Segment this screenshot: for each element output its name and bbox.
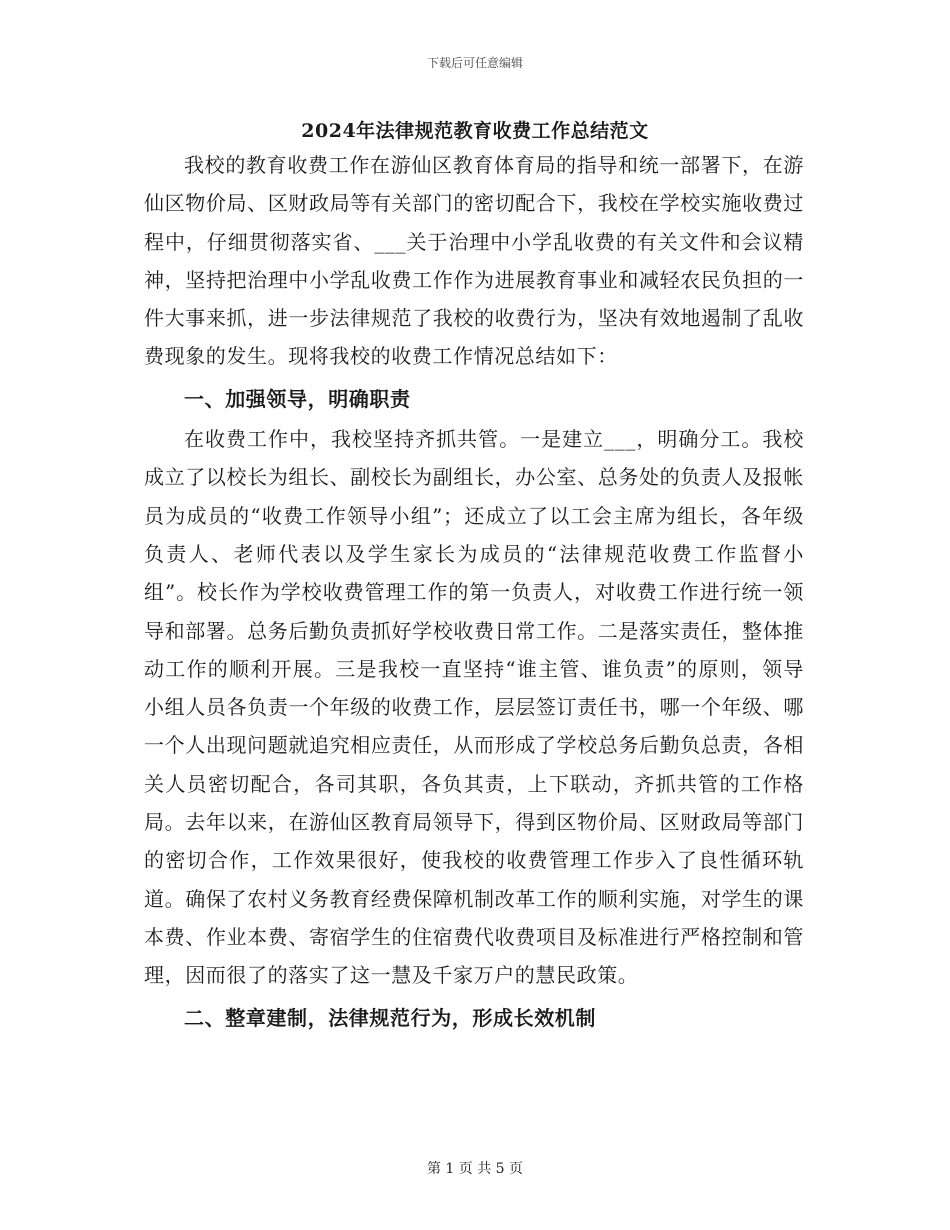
page-header-note: 下载后可任意编辑 xyxy=(426,56,523,70)
page-number: 第 1 页 共 5 页 xyxy=(426,1161,524,1177)
section-heading-1: 一、加强领导，明确职责 xyxy=(184,386,411,411)
section-heading-2: 二、整章建制，法律规范行为，形成长效机制 xyxy=(184,1005,596,1030)
document-body xyxy=(144,146,804,1039)
intro-paragraph: 我校的教育收费工作在游仙区教育体育局的指导和统一部署下，在游仙区物价局、区财政局等有关部门的密切配合下，我校在学校实施收费过程中，仔细贯彻落实省、___关于治理中小学乱收费的有关文件和会议精神，坚持把治理中小学乱收费工作作为进展教育事业和减轻农民负担的一件大事来抓，进一步法律规范了我校的收费行为，坚决有效地遏制了乱收费现象的发生。现将我校的收费工作情况总结如下： xyxy=(144,153,804,369)
section-1-paragraph: 在收费工作中，我校坚持齐抓共管。一是建立___，明确分工。我校成立了以校长为组长、副校长为副组长，办公室、总务处的负责人及报帐员为成员的“收费工作领导小组”；还成立了以工会主席为组长，各年级负责人、老师代表以及学生家长为成员的“法律规范收费工作监督小组”。校长作为学校收费管理工作的第一负责人，对收费工作进行统一领导和部署。总务后勤负责抓好学校收费日常工作。二是落实责任，整体推动工作的顺利开展。三是我校一直坚持“谁主管、谁负责”的原则，领导小组人员各负责一个年级的收费工作，层层签订责任书，哪一个年级、哪一个人出现问题就追究相应责任，从而形成了学校总务后勤负总责，各相关人员密切配合，各司其职，各负其责，上下联动，齐抓共管的工作格局。去年以来，在游仙区教育局领导下，得到区物价局、区财政局等部门的密切合作，工作效果很好，使我校的收费管理工作步入了良性循环轨道。确保了农村义务教育经费保障机制改革工作的顺利实施，对学生的课本费、作业本费、寄宿学生的住宿费代收费项目及标准进行严格控制和管理，因而很了的落实了这一慧及千家万户的慧民政策。 xyxy=(144,427,804,988)
document-title: 2024年法律规范教育收费工作总结范文 xyxy=(301,120,649,142)
